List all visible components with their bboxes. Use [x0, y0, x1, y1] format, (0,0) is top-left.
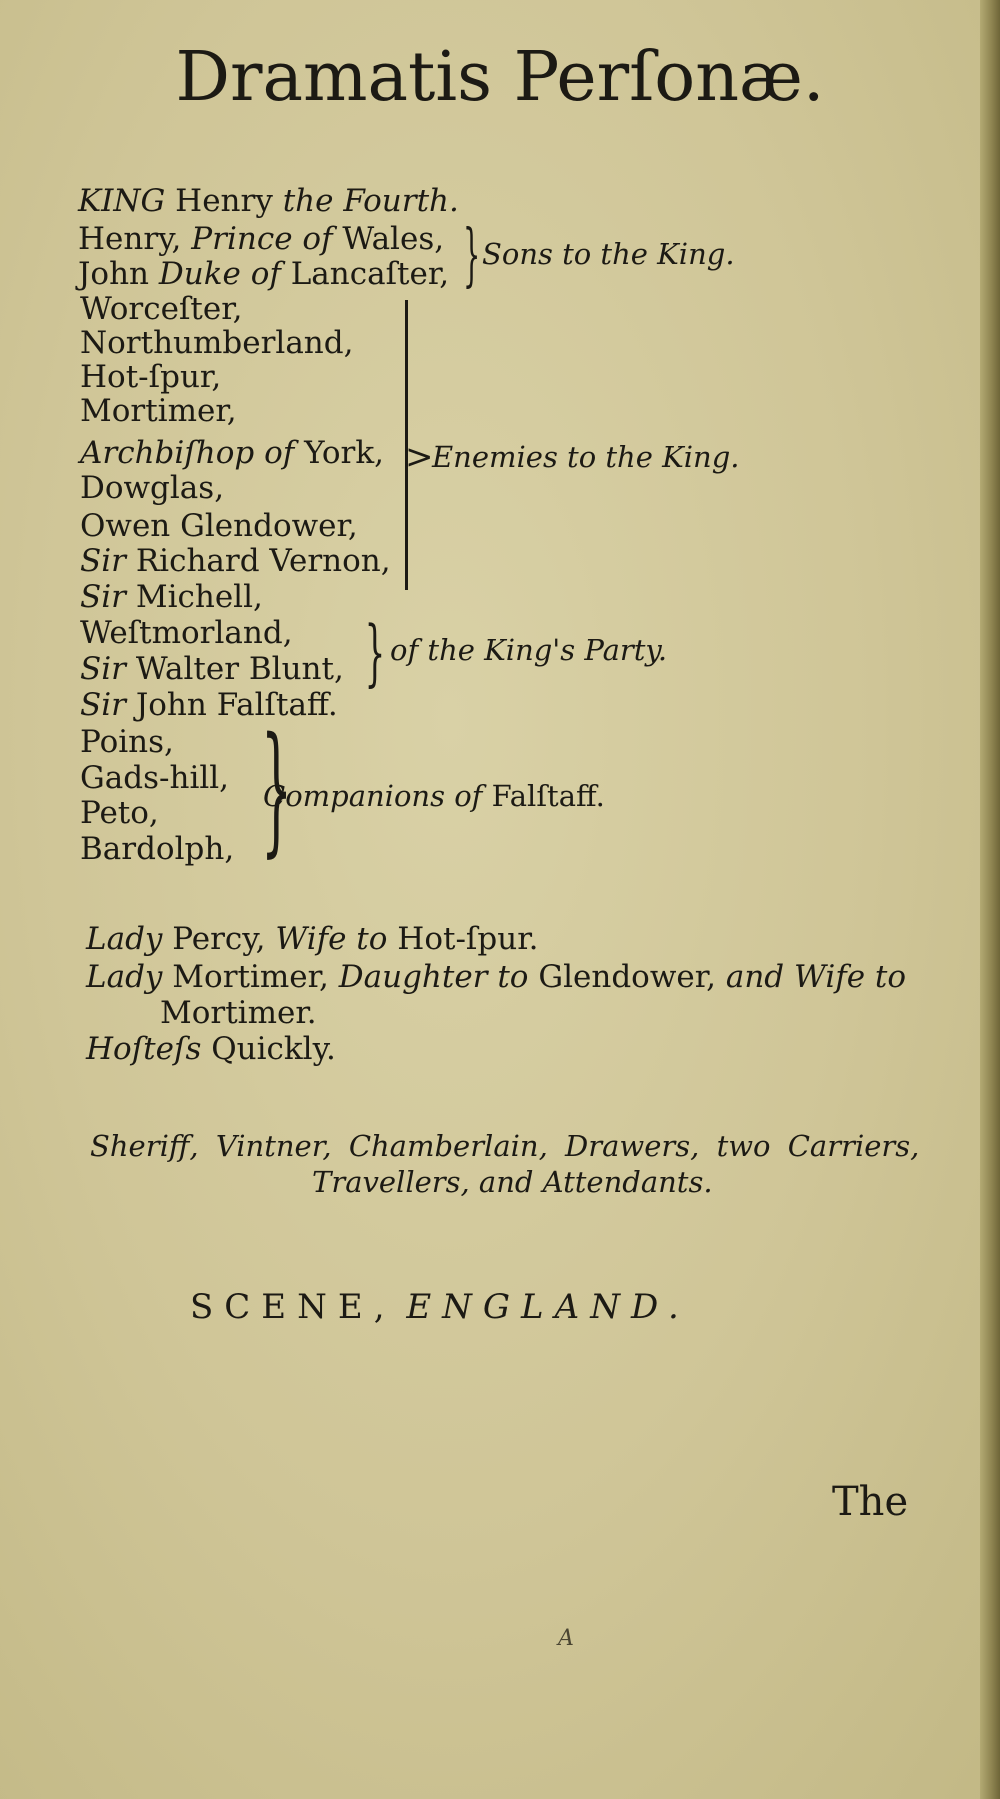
person-gadshill: Gads-hill, [80, 760, 230, 796]
group-label-companions [263, 779, 605, 813]
henry-place: Wales, [342, 221, 445, 257]
scene-line [190, 1287, 690, 1327]
person-glendower: Owen Glendower, [80, 508, 358, 544]
signature-mark: A [558, 1626, 574, 1651]
hostess-title: Hoſteſs [86, 1031, 202, 1067]
person-mortimer: Mortimer, [80, 393, 237, 429]
group-label-sons: Sons to the King. [482, 237, 735, 271]
person-peto: Peto, [80, 795, 159, 831]
person-poins: Poins, [80, 724, 174, 760]
percy-role: Wife to [275, 921, 388, 957]
percy-title: Lady [86, 921, 163, 957]
brace-sons: } [462, 216, 481, 295]
michell-title: Sir [80, 579, 126, 615]
person-henry [78, 221, 445, 257]
bracket-point-enemies: > [405, 437, 434, 477]
person-northumberland: Northumberland, [80, 325, 354, 361]
henry-role: Prince of [191, 221, 333, 257]
vernon-title: Sir [80, 543, 126, 579]
person-falstaff [80, 687, 338, 723]
henry-name: Henry, [78, 221, 182, 257]
falstaff-name: John Falſtaff. [135, 687, 338, 723]
catchword: The [832, 1479, 909, 1525]
page-edge-shadow [980, 0, 1000, 1799]
john-place: Lancaſter, [290, 256, 450, 292]
person-hotspur: Hot-ſpur, [80, 359, 222, 395]
person-dowglas: Dowglas, [80, 470, 225, 506]
blunt-name: Walter Blunt, [135, 651, 344, 687]
lady-mortimer-and: and Wife to [725, 959, 907, 995]
percy-name: Percy, [172, 921, 266, 957]
falstaff-title: Sir [80, 687, 126, 723]
lady-percy [86, 921, 539, 957]
king-title: KING [78, 183, 166, 219]
blunt-title: Sir [80, 651, 126, 687]
others-line-2: Travellers, and Attendants. [312, 1165, 713, 1199]
person-archbishop [80, 435, 384, 471]
person-bardolph: Bardolph, [80, 831, 235, 867]
archbishop-place: York, [304, 435, 384, 471]
archbishop-role: Archbiſhop of [80, 435, 295, 471]
hostess-name: Quickly. [211, 1031, 336, 1067]
person-michell [80, 579, 263, 615]
lady-mortimer [86, 959, 907, 995]
lady-mortimer-title: Lady [86, 959, 163, 995]
percy-of: Hot-ſpur. [397, 921, 539, 957]
companions-label-name: Falſtaff. [491, 779, 605, 813]
others-line-1: Sheriff, Vintner, Chamberlain, Drawers, two Carriers, [90, 1129, 920, 1163]
person-worcester: Worceſter, [80, 291, 243, 327]
john-role: Duke of [158, 256, 281, 292]
hostess-quickly [86, 1031, 336, 1067]
group-label-kings-party: of the King's Party. [390, 633, 668, 667]
companions-label-pre: Companions of [263, 779, 483, 813]
scene-place: ENGLAND. [406, 1287, 690, 1327]
lady-mortimer-of: Glendower, [538, 959, 716, 995]
michell-name: Michell, [135, 579, 263, 615]
lady-mortimer-role: Daughter to [338, 959, 529, 995]
person-john [78, 256, 450, 292]
person-blunt [80, 651, 344, 687]
brace-companions: } [260, 708, 293, 871]
john-name: John [78, 256, 150, 292]
lady-mortimer-continuation: Mortimer. [160, 995, 317, 1031]
person-king [78, 183, 459, 219]
king-suffix: the Fourth. [282, 183, 459, 219]
person-westmorland: Weſtmorland, [80, 615, 293, 651]
king-name: Henry [175, 183, 273, 219]
person-vernon [80, 543, 391, 579]
page-title: Dramatis Perſonæ. [175, 38, 825, 117]
scene-label: SCENE, [190, 1287, 396, 1327]
lady-mortimer-name: Mortimer, [172, 959, 329, 995]
vernon-name: Richard Vernon, [135, 543, 391, 579]
brace-kings-party: } [364, 610, 386, 694]
group-label-enemies: Enemies to the King. [432, 440, 740, 474]
